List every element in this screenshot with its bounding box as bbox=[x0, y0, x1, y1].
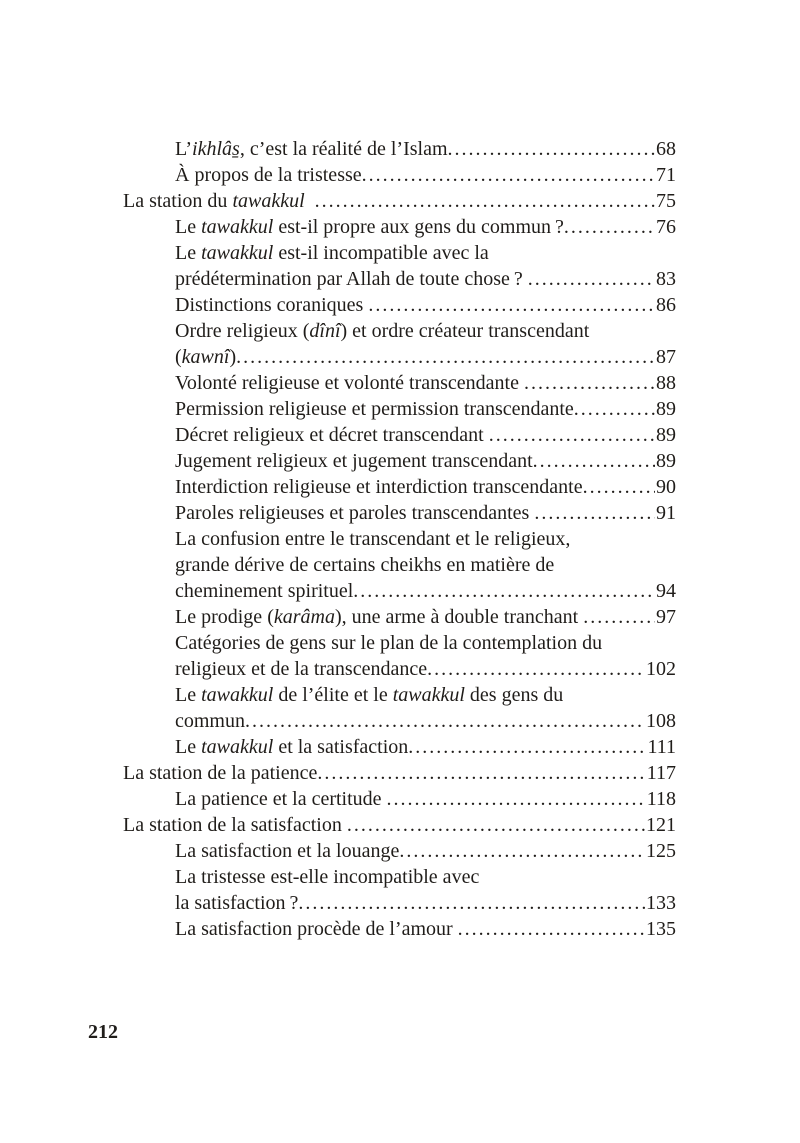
toc-entry-text: religieux et de la transcendance bbox=[175, 658, 428, 680]
toc-page-number: 102 bbox=[646, 658, 676, 680]
toc-entry-line bbox=[123, 266, 676, 292]
toc-entry-text: Catégories de gens sur le plan de la contemplation du bbox=[175, 632, 603, 654]
toc-entry-text: Distinctions coraniques bbox=[175, 294, 369, 316]
toc-entry-text: Permission religieuse et permission transcendante bbox=[175, 398, 574, 420]
dot-leader bbox=[315, 188, 655, 214]
toc-entry-line bbox=[123, 526, 676, 552]
toc-entry-text: Le tawakkul de l’élite et le tawakkul des gens du bbox=[175, 684, 564, 706]
toc-entry-text: À propos de la tristesse bbox=[175, 164, 362, 186]
dot-leader bbox=[387, 786, 646, 812]
dot-leader bbox=[524, 370, 655, 396]
toc-entry-line bbox=[123, 578, 676, 604]
toc-entry-text: Interdiction religieuse et interdiction transcendante bbox=[175, 476, 583, 498]
toc-entry-text: Ordre religieux (dînî) et ordre créateur transcendant bbox=[175, 320, 590, 342]
toc-page-number: 89 bbox=[656, 424, 676, 446]
toc-entry-line bbox=[123, 838, 676, 864]
toc-page-number: 89 bbox=[656, 450, 676, 472]
toc-entry-text: Le tawakkul est-il incompatible avec la bbox=[175, 242, 489, 264]
toc-entry-text: prédétermination par Allah de toute chose ? bbox=[175, 268, 528, 290]
dot-leader bbox=[368, 292, 655, 318]
toc-page-number: 83 bbox=[656, 268, 676, 290]
toc-entry-line bbox=[123, 214, 676, 240]
dot-leader bbox=[574, 396, 655, 422]
toc-page-number: 133 bbox=[646, 892, 676, 914]
dot-leader bbox=[427, 656, 645, 682]
toc-entry-text: La satisfaction et la louange bbox=[175, 840, 400, 862]
dot-leader bbox=[236, 344, 655, 370]
dot-leader bbox=[583, 604, 655, 630]
toc-entry-text: Volonté religieuse et volonté transcendante bbox=[175, 372, 524, 394]
toc-entry-text: (kawnî) bbox=[175, 346, 237, 368]
toc-entry-text: L’ikhlâs̱, c’est la réalité de l’Islam bbox=[175, 138, 448, 160]
toc-entry-line bbox=[123, 890, 676, 916]
toc-entry-line bbox=[123, 396, 676, 422]
dot-leader bbox=[399, 838, 645, 864]
toc-page-number: 111 bbox=[647, 736, 676, 758]
toc-page-number: 118 bbox=[646, 788, 676, 810]
dot-leader bbox=[317, 760, 645, 786]
toc-page-number: 117 bbox=[646, 762, 676, 784]
toc-entry-line bbox=[123, 916, 676, 942]
toc-entry-text: Le tawakkul est-il propre aux gens du commun ? bbox=[175, 216, 564, 238]
dot-leader bbox=[528, 266, 655, 292]
toc-entry-line bbox=[123, 344, 676, 370]
toc-page-number: 91 bbox=[656, 502, 676, 524]
toc-page-number: 75 bbox=[656, 190, 676, 212]
toc-page-number: 135 bbox=[646, 918, 676, 940]
dot-leader bbox=[534, 500, 655, 526]
toc-entry-line bbox=[123, 734, 676, 760]
dot-leader bbox=[298, 890, 645, 916]
toc-chapter-line bbox=[123, 188, 676, 214]
toc-page-number: 121 bbox=[646, 814, 676, 836]
dot-leader bbox=[448, 136, 655, 162]
toc-page-number: 125 bbox=[646, 840, 676, 862]
toc-page-number: 94 bbox=[656, 580, 676, 602]
dot-leader bbox=[408, 734, 646, 760]
toc-page-number: 86 bbox=[656, 294, 676, 316]
toc-page-number: 88 bbox=[656, 372, 676, 394]
toc-entry-line bbox=[123, 786, 676, 812]
folio-page-number: 212 bbox=[88, 1021, 118, 1043]
toc-entry-text: la satisfaction ? bbox=[175, 892, 299, 914]
dot-leader bbox=[533, 448, 655, 474]
toc-entry-text: La satisfaction procède de l’amour bbox=[175, 918, 458, 940]
dot-leader bbox=[245, 708, 645, 734]
toc-entry-text: La station de la patience bbox=[123, 762, 318, 784]
toc-entry-line bbox=[123, 500, 676, 526]
toc-entry-line bbox=[123, 136, 676, 162]
toc-entry-text: La confusion entre le transcendant et le religieux, bbox=[175, 528, 571, 550]
toc-entry-text: commun bbox=[175, 710, 245, 732]
toc-entry-line bbox=[123, 370, 676, 396]
toc-entry-text: Le prodige (karâma), une arme à double tranchant bbox=[175, 606, 584, 628]
toc-entry-line bbox=[123, 630, 676, 656]
toc-entry-text: La tristesse est-elle incompatible avec bbox=[175, 866, 480, 888]
toc-entry-text: Paroles religieuses et paroles transcendantes bbox=[175, 502, 535, 524]
toc-entry-text: La patience et la certitude bbox=[175, 788, 387, 810]
toc-entry-text: La station du tawakkul bbox=[123, 190, 305, 212]
toc-entry-text: Jugement religieux et jugement transcendant bbox=[175, 450, 533, 472]
toc-entry-line bbox=[123, 162, 676, 188]
toc-entry-line bbox=[123, 864, 676, 890]
toc-entry-line bbox=[123, 422, 676, 448]
toc-page-number: 76 bbox=[656, 216, 676, 238]
table-of-contents bbox=[123, 136, 676, 942]
toc-entry-text: La station de la satisfaction bbox=[123, 814, 347, 836]
toc-page-number: 89 bbox=[656, 398, 676, 420]
dot-leader bbox=[583, 474, 655, 500]
toc-chapter-line bbox=[123, 760, 676, 786]
toc-entry-line bbox=[123, 656, 676, 682]
dot-leader bbox=[362, 162, 655, 188]
toc-page-number: 108 bbox=[646, 710, 676, 732]
toc-entry-text: Le tawakkul et la satisfaction bbox=[175, 736, 409, 758]
dot-leader bbox=[564, 214, 655, 240]
toc-entry-line bbox=[123, 448, 676, 474]
toc-entry-text: grande dérive de certains cheikhs en matière de bbox=[175, 554, 555, 576]
toc-entry-line bbox=[123, 708, 676, 734]
toc-page-number: 71 bbox=[656, 164, 676, 186]
toc-chapter-line bbox=[123, 812, 676, 838]
toc-entry-text: Décret religieux et décret transcendant bbox=[175, 424, 489, 446]
toc-entry-line bbox=[123, 292, 676, 318]
toc-entry-line bbox=[123, 240, 676, 266]
toc-page-number: 68 bbox=[656, 138, 676, 160]
toc-entry-line bbox=[123, 474, 676, 500]
dot-leader bbox=[489, 422, 655, 448]
toc-page-number: 90 bbox=[656, 476, 676, 498]
toc-page-number: 87 bbox=[656, 346, 676, 368]
dot-leader bbox=[347, 812, 645, 838]
dot-leader bbox=[353, 578, 655, 604]
toc-entry-line bbox=[123, 604, 676, 630]
toc-entry-line bbox=[123, 552, 676, 578]
dot-leader bbox=[458, 916, 645, 942]
toc-entry-text: cheminement spirituel bbox=[175, 580, 354, 602]
toc-entry-line bbox=[123, 318, 676, 344]
toc-entry-line bbox=[123, 682, 676, 708]
toc-page-number: 97 bbox=[656, 606, 676, 628]
